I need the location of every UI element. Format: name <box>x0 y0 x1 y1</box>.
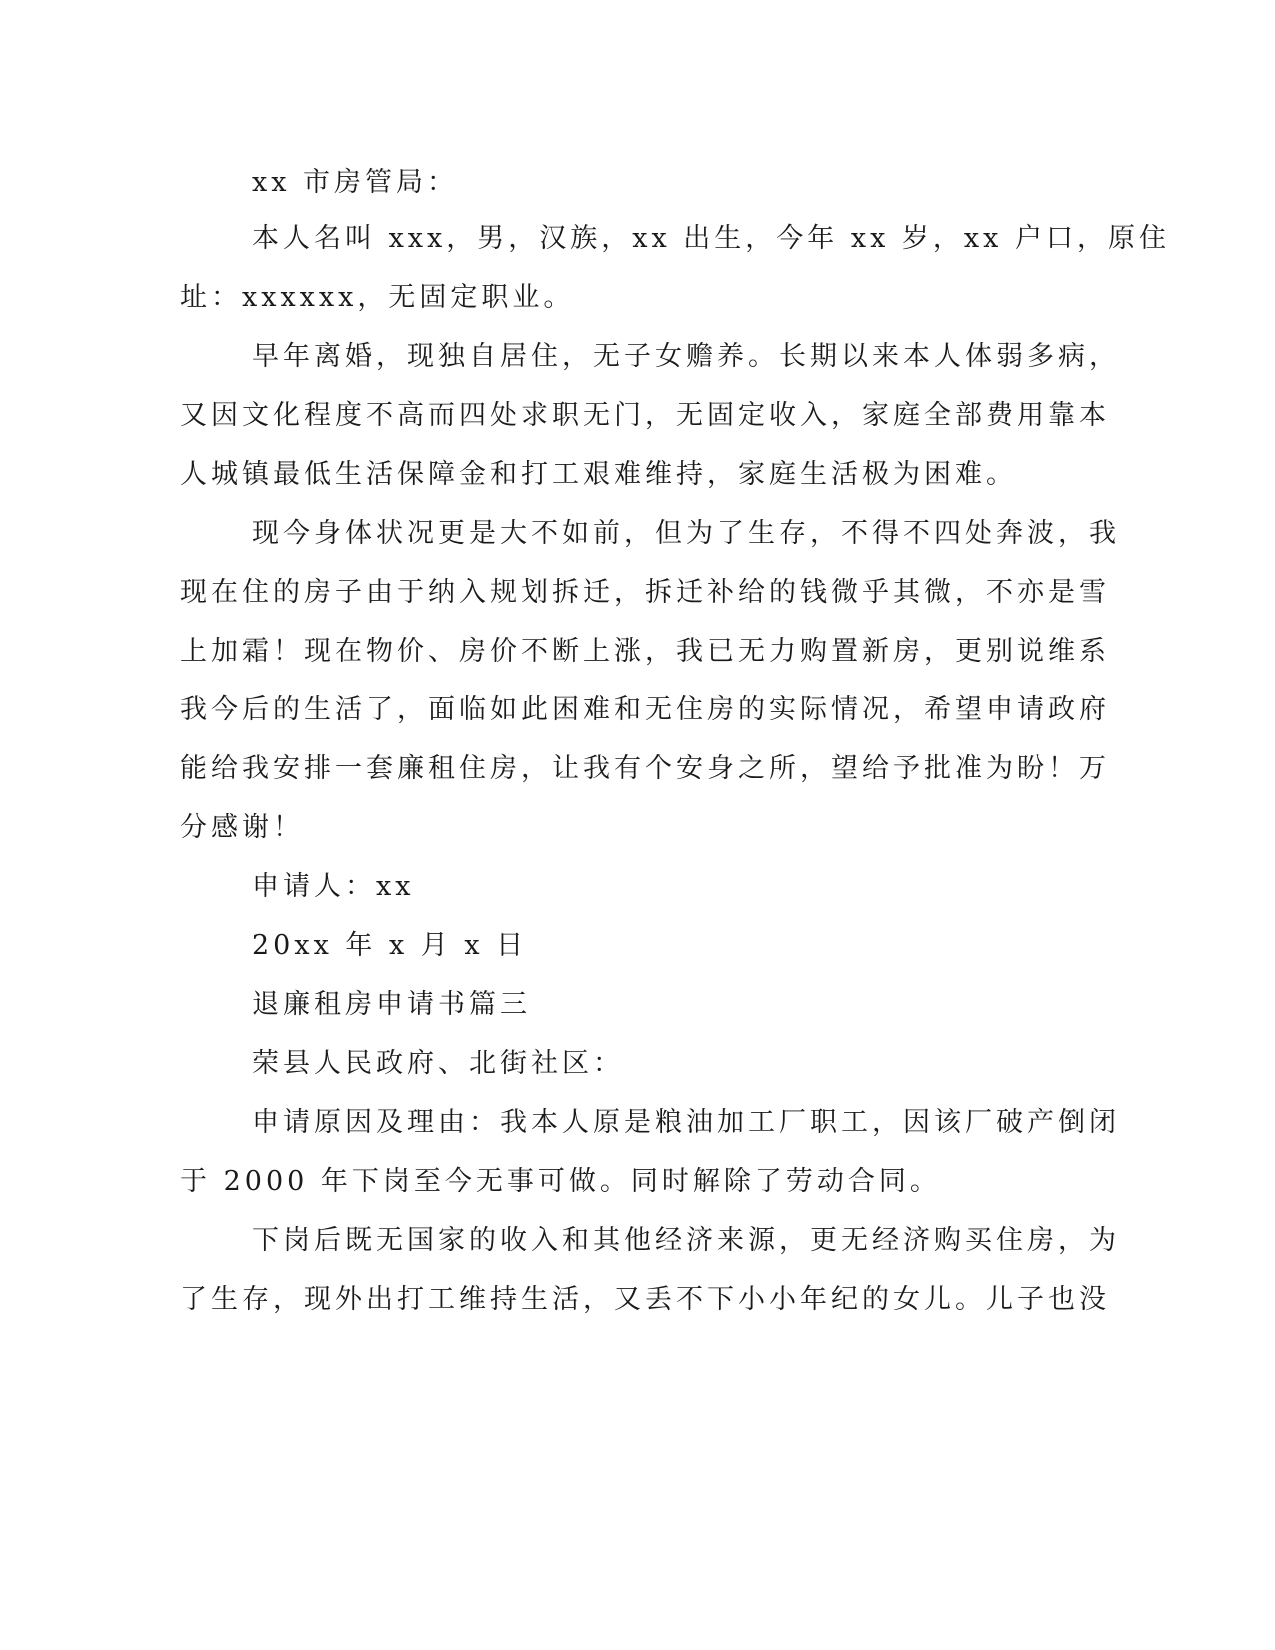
paragraph-line: 又因文化程度不高而四处求职无门，无固定收入，家庭全部费用靠本 <box>180 400 1110 431</box>
salutation: xx 市房管局： <box>252 167 459 198</box>
paragraph-line: 申请原因及理由：我本人原是粮油加工厂职工，因该厂破产倒闭 <box>252 1107 1120 1138</box>
paragraph-line: 人城镇最低生活保障金和打工艰难维持，家庭生活极为困难。 <box>180 459 1017 490</box>
paragraph-line: 上加霜！现在物价、房价不断上涨，我已无力购置新房，更别说维系 <box>180 636 1110 667</box>
paragraph-line: 址：xxxxxx，无固定职业。 <box>180 282 575 313</box>
paragraph-line: 能给我安排一套廉租住房，让我有个安身之所，望给予批准为盼！万 <box>180 753 1110 784</box>
paragraph-line: 分感谢！ <box>180 812 304 843</box>
paragraph-line: 了生存，现外出打工维持生活，又丢不下小小年纪的女儿。儿子也没 <box>180 1284 1110 1315</box>
salutation: 荣县人民政府、北街社区： <box>252 1048 624 1079</box>
paragraph-line: 早年离婚，现独自居住，无子女赡养。长期以来本人体弱多病， <box>252 341 1120 372</box>
paragraph-line: 现今身体状况更是大不如前，但为了生存，不得不四处奔波，我 <box>252 518 1120 549</box>
paragraph-line: 本人名叫 xxx，男，汉族，xx 出生，今年 xx 岁，xx 户口，原住 <box>252 223 1170 254</box>
section-title: 退廉租房申请书篇三 <box>252 989 531 1020</box>
applicant-line: 申请人：xx <box>252 871 415 902</box>
paragraph-line: 现在住的房子由于纳入规划拆迁，拆迁补给的钱微乎其微，不亦是雪 <box>180 577 1110 608</box>
paragraph-line: 我今后的生活了，面临如此困难和无住房的实际情况，希望申请政府 <box>180 694 1110 725</box>
paragraph-line: 于 2000 年下岗至今无事可做。同时解除了劳动合同。 <box>180 1166 941 1197</box>
date-line: 20xx 年 x 月 x 日 <box>252 930 528 961</box>
paragraph-line: 下岗后既无国家的收入和其他经济来源，更无经济购买住房，为 <box>252 1225 1120 1256</box>
